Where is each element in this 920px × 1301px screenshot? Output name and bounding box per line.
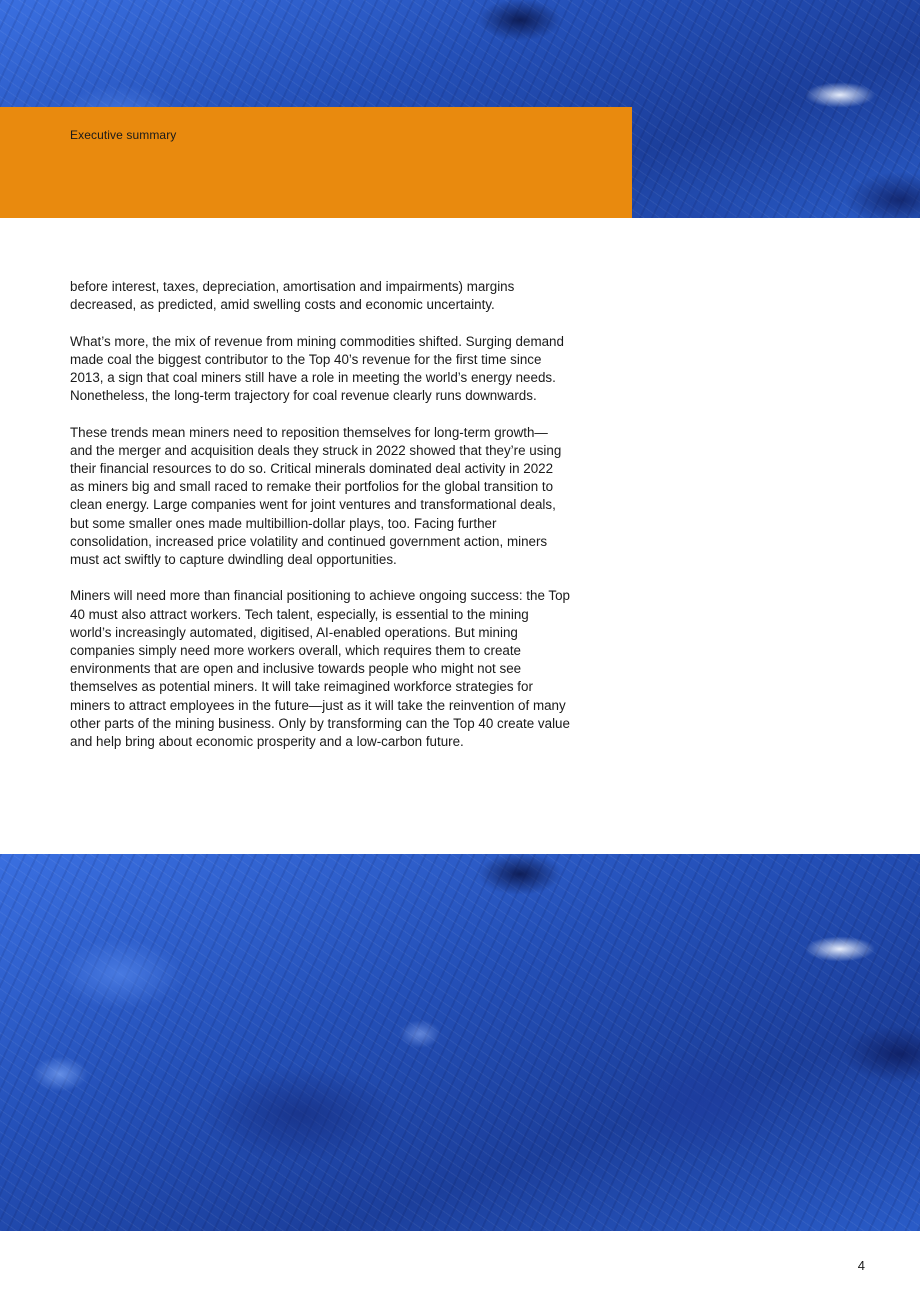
paragraph: These trends mean miners need to reposition themselves for long-term growth—and the merger and acquisition deals they struck in 2022 showed that they’re using their financial resources to do so. Critical minerals dominated deal activity in 2022 as miners big and small raced to remake their portfolios for the global transition to clean energy. Large companies went for joint ventures and transformational deals, but some smaller ones made multibillion-dollar plays, too. Facing further consolidation, increased price volatility and continued government action, miners must act swiftly to capture dwindling deal opportunities. [70, 424, 562, 568]
body-text [70, 278, 570, 769]
page-number: 4 [857, 1258, 865, 1273]
paragraph: Miners will need more than financial positioning to achieve ongoing success: the Top 40 must also attract workers. Tech talent, especially, is essential to the mining world’s increasingly automated, digitised, AI-enabled operations. But mining companies simply need more workers overall, which requires them to create environments that are open and inclusive towards people who might not see themselves as potential miners. It will take reimagined workforce strategies for miners to attract employees in the future—just as it will take the reinvention of many other parts of the mining business. Only by transforming can the Top 40 create value and help bring about economic prosperity and a low-carbon future. [70, 588, 570, 750]
paragraph: What’s more, the mix of revenue from mining commodities shifted. Surging demand made coal the biggest contributor to the Top 40’s revenue for the first time since 2013, a sign that coal miners still have a role in meeting the world’s energy needs. Nonetheless, the long-term trajectory for coal revenue clearly runs downwards. [70, 333, 564, 404]
section-banner [0, 107, 632, 218]
paragraph: before interest, taxes, depreciation, amortisation and impairments) margins decreased, as predicted, amid swelling costs and economic uncertainty. [70, 279, 515, 313]
footer-photo [0, 854, 920, 1231]
section-label: Executive summary [70, 128, 177, 142]
